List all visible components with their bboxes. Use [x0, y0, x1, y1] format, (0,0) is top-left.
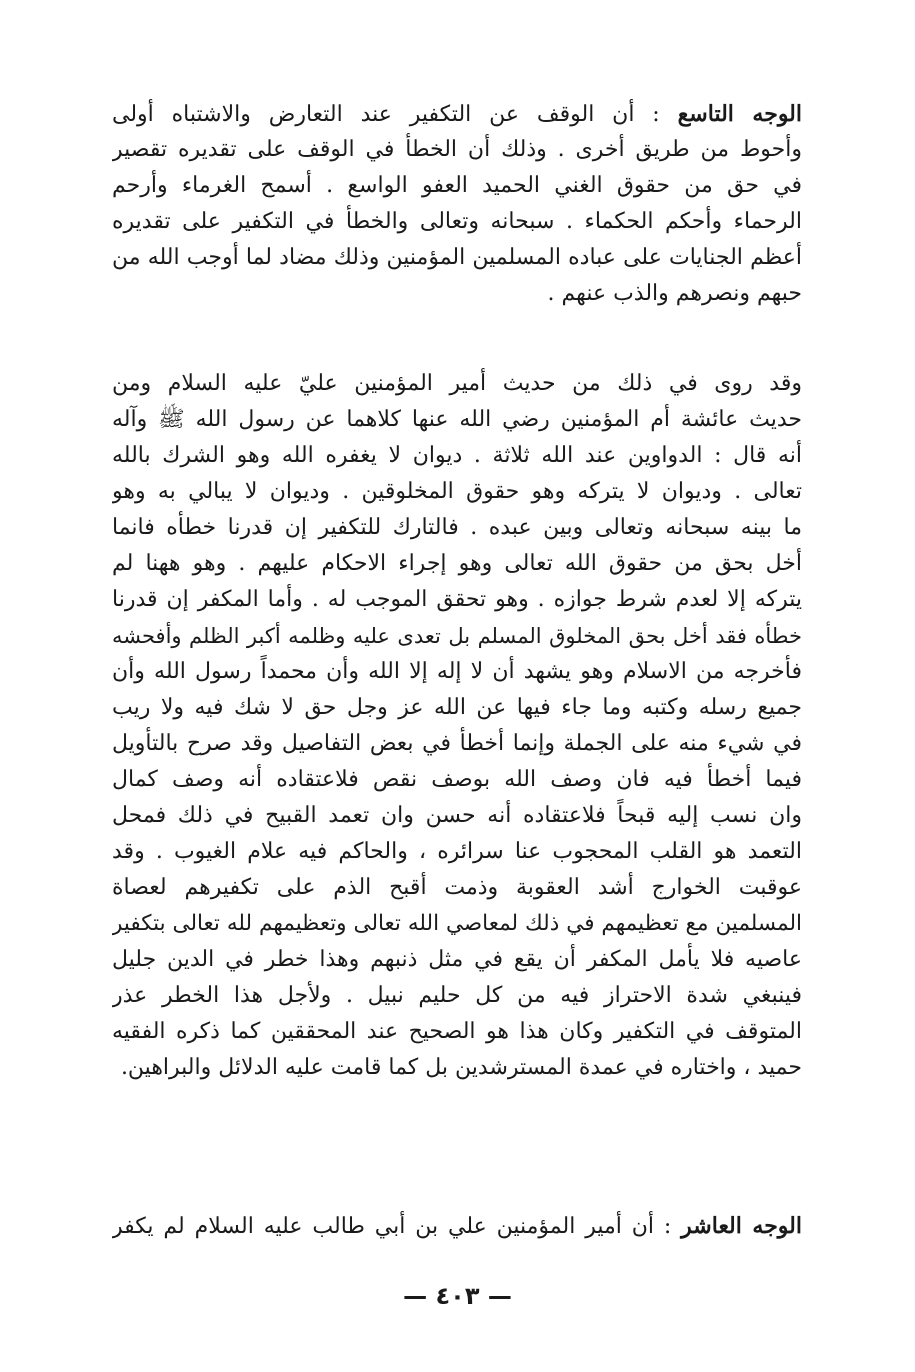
- section-heading: الوجه العاشر: [681, 1213, 802, 1239]
- text-line: الوجه التاسع : أن الوقف عن التكفير عند التعارض والاشتباه أولى: [112, 101, 802, 127]
- paragraph-tenth-aspect: [112, 1208, 802, 1244]
- text-line: حديث عائشة أم المؤمنين رضي الله عنها كلاهما عن رسول الله ﷺ وآله: [112, 407, 802, 432]
- text-line: عوقبت الخوارج أشد العقوبة وذمت أقبح الذم على تكفيرهم لعصاة: [112, 875, 802, 900]
- text-line: فأخرجه من الاسلام وهو يشهد أن لا إله إلا الله وأن محمداً رسول الله وأن: [112, 659, 802, 684]
- text-line: فينبغي شدة الاحتراز فيه من كل حليم نبيل . ولأجل هذا الخطر عذر: [112, 983, 802, 1008]
- text-line: الرحماء وأحكم الحكماء . سبحانه وتعالى والخطأ في التكفير على تقديره: [112, 209, 802, 234]
- section-heading: الوجه التاسع: [677, 101, 802, 127]
- text-line: حميد ، واختاره في عمدة المسترشدين بل كما قامت عليه الدلائل والبراهين.: [120, 1055, 802, 1080]
- text-line: أعظم الجنايات على عباده المسلمين المؤمنين وذلك مضاد لما أوجب الله من: [112, 245, 802, 270]
- text-line: جميع رسله وكتبه وما جاء فيها عن الله عز وجل حق لا شك فيه ولا ريب: [112, 695, 802, 720]
- paragraph-ninth-aspect: [112, 96, 802, 312]
- text-line: أخل بحق من حقوق الله تعالى وهو إجراء الاحكام عليهم . وهو ههنا لم: [112, 551, 802, 576]
- text-line: التعمد هو القلب المحجوب عنا سرائره ، والحاكم فيه علام الغيوب . وقد: [112, 839, 802, 864]
- text-line: عاصيه فلا يأمل المكفر أن يقع في مثل ذنبهم وهذا خطر في الدين جليل: [112, 947, 802, 972]
- text-line: فيما أخطأ فيه فان وصف الله بوصف نقص فلاعتقاده أنه وصف كمال: [112, 767, 802, 792]
- page-number: — ٤٠٣ —: [403, 1282, 512, 1310]
- text-line: وان نسب إليه قبحاً فلاعتقاده أنه حسن وان تعمد القبيح في ذلك فمحل: [112, 803, 802, 828]
- text-line: المتوقف في التكفير وكان هذا هو الصحيح عند المحققين كما ذكره الفقيه: [112, 1019, 802, 1044]
- text-line: المسلمين مع تعظيمهم في ذلك لمعاصي الله تعالى وتعظيمهم لله تعالى بتكفير: [112, 911, 802, 936]
- text-line: يتركه إلا لعدم شرط جوازه . وهو تحقق الموجب له . وأما المكفر إن قدرنا: [112, 587, 802, 612]
- text-line: ما بينه سبحانه وتعالى وبين عبده . فالتارك للتكفير إن قدرنا خطأه فانما: [112, 515, 802, 540]
- text-line: وأحوط من طريق أخرى . وذلك أن الخطأ في الوقف على تقديره تقصير: [112, 137, 802, 162]
- text-line: الوجه العاشر : أن أمير المؤمنين علي بن أبي طالب عليه السلام لم يكفر: [112, 1213, 802, 1239]
- text-line: حبهم ونصرهم والذب عنهم .: [547, 281, 802, 306]
- text-line: وقد روى في ذلك من حديث أمير المؤمنين عليّ عليه السلام ومن: [112, 371, 802, 396]
- text-line: في حق من حقوق الغني الحميد العفو الواسع . أسمح الغرماء وأرحم: [112, 173, 802, 198]
- text-line: خطأه فقد أخل بحق المخلوق المسلم بل تعدى عليه وظلمه أكبر الظلم وأفحشه: [112, 624, 802, 648]
- text-line: تعالى . وديوان لا يتركه وهو حقوق المخلوقين . وديوان لا يبالي به وهو: [112, 479, 802, 504]
- paragraph-hadith: [112, 366, 802, 1086]
- text-line: في شيء منه على الجملة وإنما أخطأ في بعض التفاصيل وقد صرح بالتأويل: [112, 731, 802, 756]
- text-line: أنه قال : الدواوين عند الله ثلاثة . ديوان لا يغفره الله وهو الشرك بالله: [112, 443, 802, 468]
